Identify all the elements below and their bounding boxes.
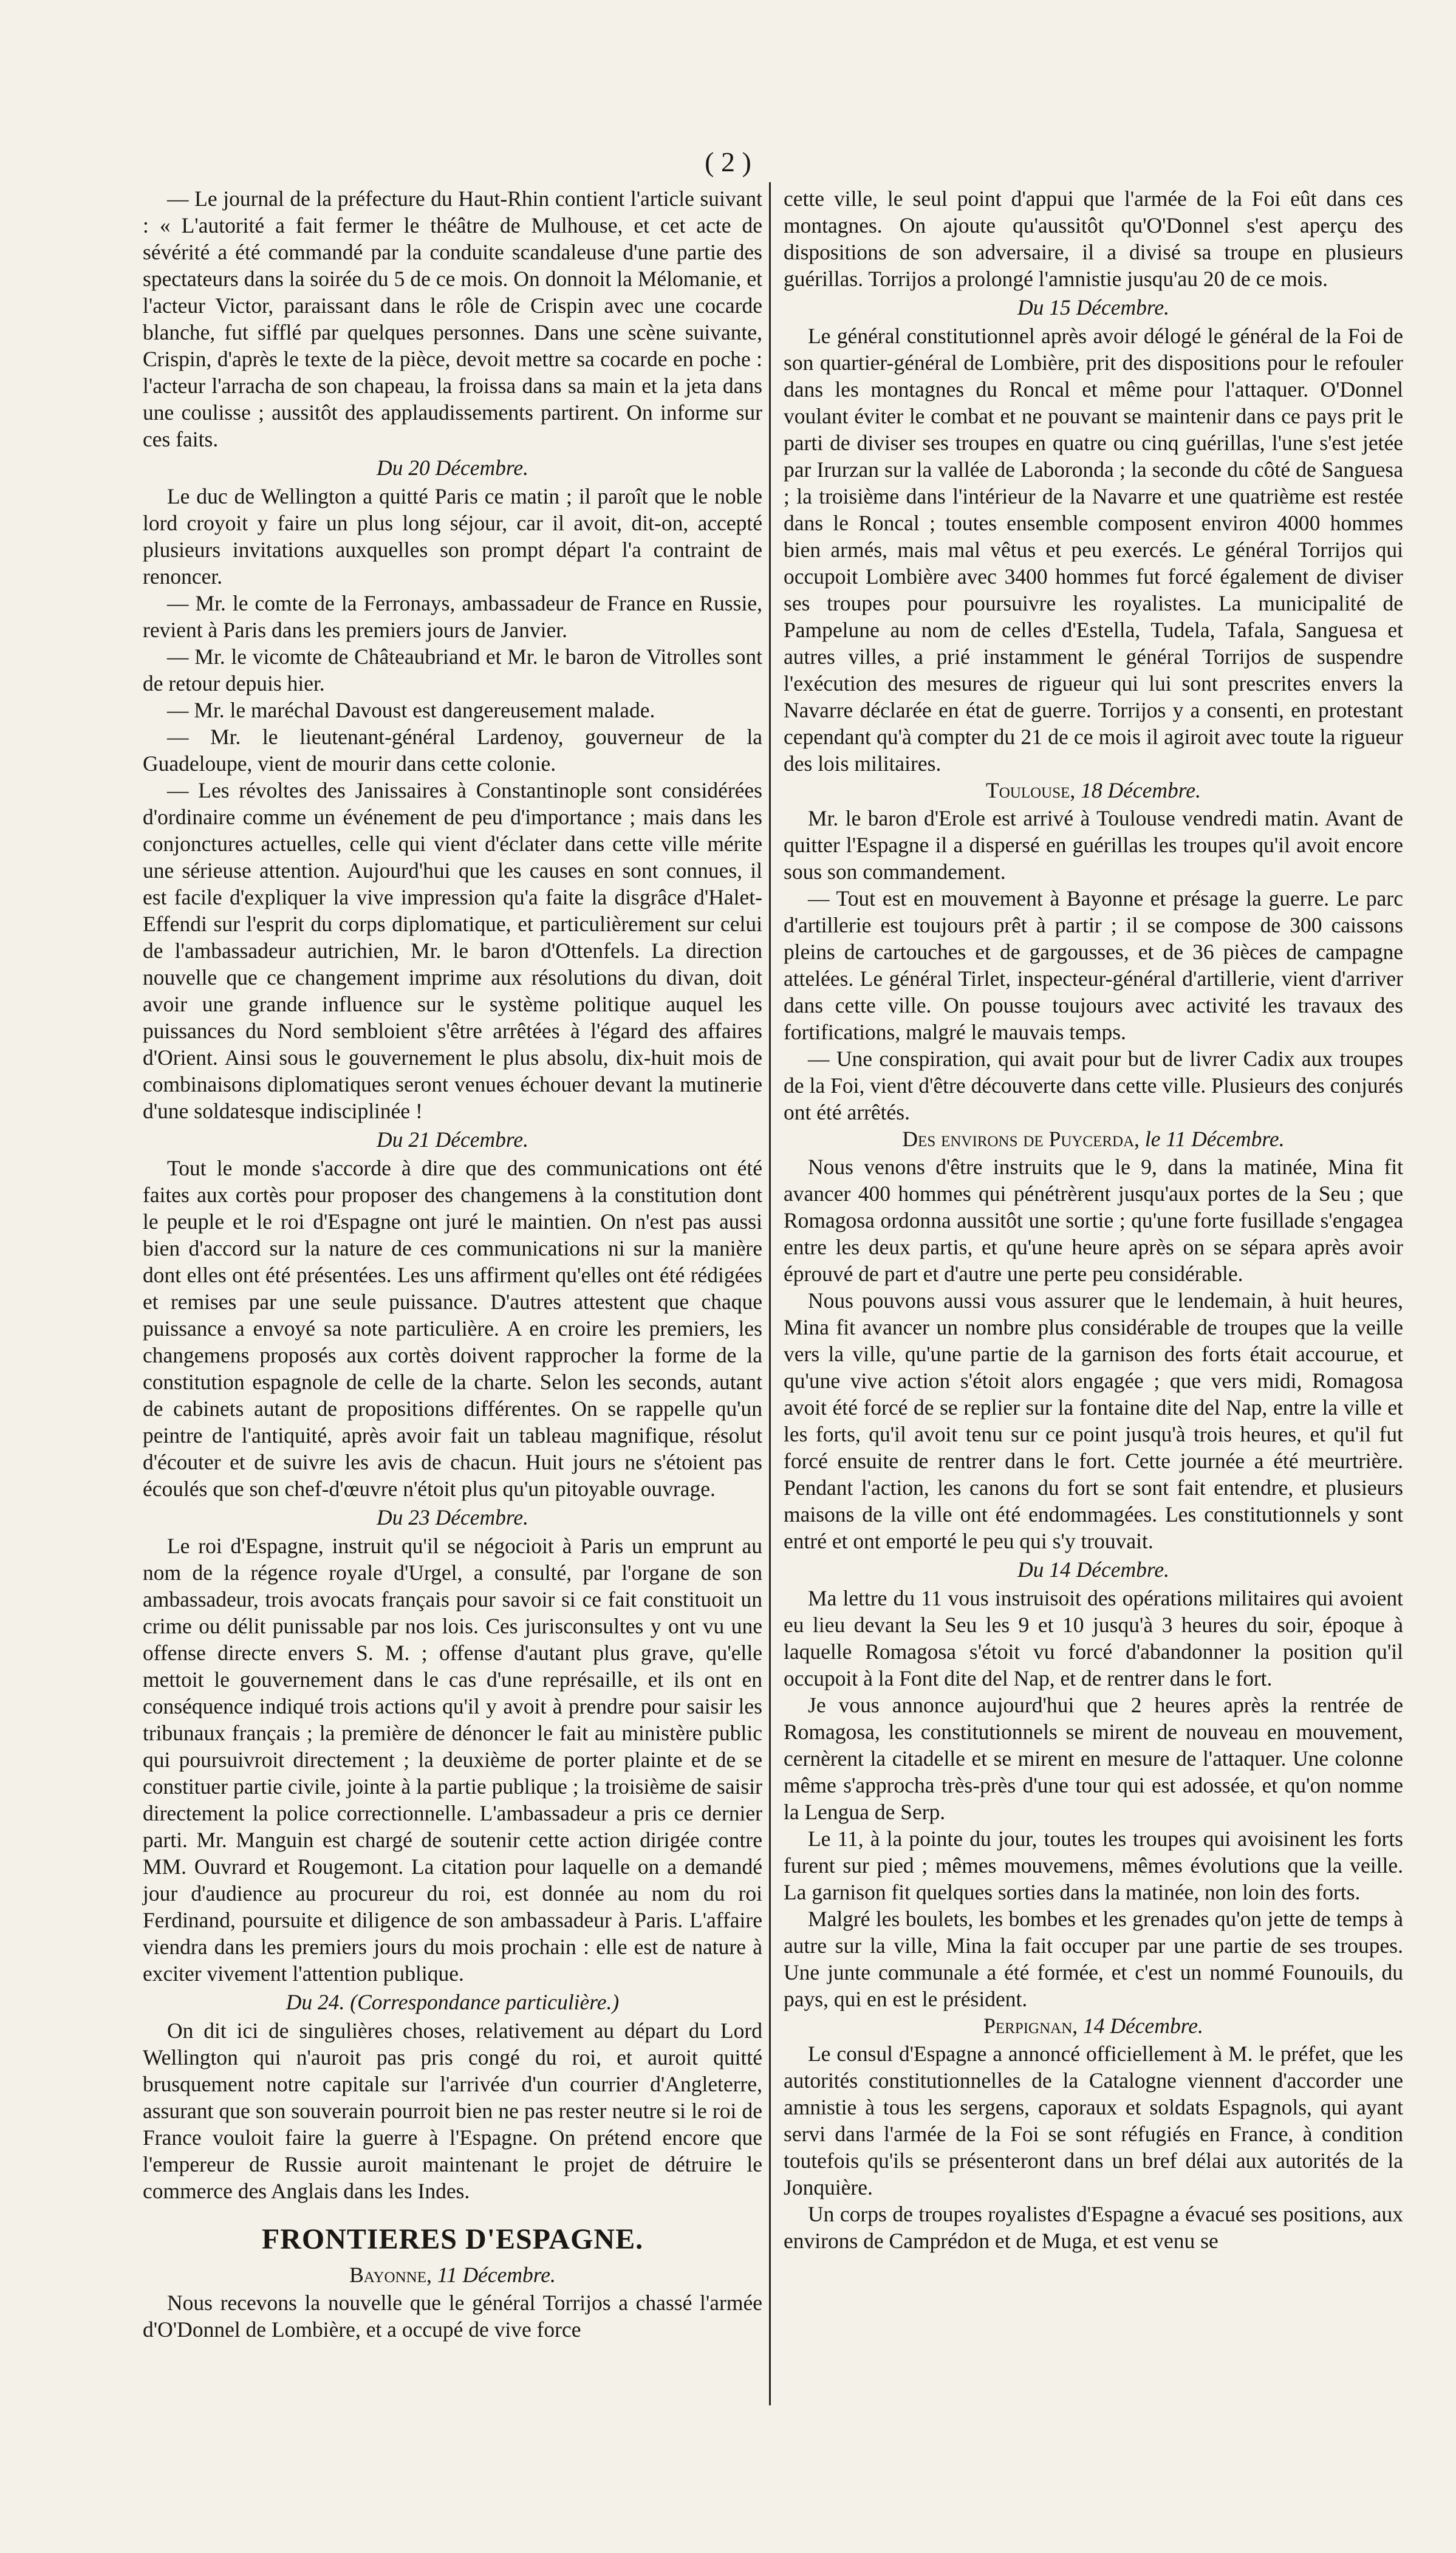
- article-paragraph: On dit ici de singulières choses, relativement au départ du Lord Wellington qui n'auroit pas pris congé du roi, et auroit quitté brusquement notre capitale sur l'arrivée d'un courrier d'Angleterre, assurant que son souverain pourroit bien ne pas rester neutre si le roi de France vouloit faire la guerre à l'Espagne. On prétend encore que l'empereur de Russie auroit maintenant le projet de détruire le commerce des Anglais dans les Indes.: [143, 2018, 762, 2203]
- place-date: 18 Décembre.: [1081, 778, 1201, 802]
- article-paragraph: Le roi d'Espagne, instruit qu'il se négocioit à Paris un emprunt au nom de la régence royale d'Urgel, a consulté, par l'organe de son ambassadeur, trois avocats français pour savoir si ce fait constituoit un crime ou délit punissable par nos lois. Ces jurisconsultes y ont vu une offense directe envers S. M. ; offense d'autant plus grave, qu'elle mettoit le gouvernement dans le cas d'une représaille, et ils ont en conséquence indiqué trois actions qu'il y avoit à prendre pour saisir les tribunaux français ; la première de dénoncer le fait au ministère public qui poursuivroit directement ; la deuxième de porter plainte et de se constituer partie civile, jointe à la partie publique ; la troisième de saisir directement la police correctionnelle. L'ambassadeur a pris ce dernier parti. Mr. Manguin est chargé de soutenir cette action dirigée contre MM. Ouvrard et Rougemont. La citation pour laquelle on a demandé jour d'audience au procureur du roi, est donnée au nom du roi Ferdinand, poursuite et diligence de son ambassadeur à Paris. L'affaire viendra dans les premiers jours du mois prochain : elle est de nature à exciter vivement l'attention publique.: [143, 1534, 762, 1986]
- article-paragraph: Nous venons d'être instruits que le 9, dans la matinée, Mina fit avancer 400 hommes qui pénétrèrent jusqu'aux portes de la Seu ; que Romagosa ordonna aussitôt une sortie ; qu'une forte fusillade s'engagea entre les deux partis, et qu'une heure après on se sépara après avoir éprouvé de part et d'autre une perte peu considérable.: [784, 1155, 1403, 1286]
- place-name: Toulouse,: [986, 778, 1076, 802]
- dateline: Du 15 Décembre.: [1017, 295, 1170, 320]
- article-paragraph: Le général constitutionnel après avoir délogé le général de la Foi de son quartier-général de Lombière, prit des dispositions pour le refouler dans les montagnes du Roncal et même pour l'attaquer. O'Donnel voulant éviter le combat et ne pouvant se maintenir dans ce pays prit le parti de diviser ses troupes en quatre ou cinq guérillas, l'une s'est jetée par Irurzan sur la vallée de Laboronda ; la seconde du côté de Sanguesa ; la troisième dans l'intérieur de la Navarre et une quatrième est restée dans le Roncal ; toutes ensemble composent environ 4000 hommes bien armés, mais mal vêtus et peu exercés. Le général Torrijos qui occupoit Lombière avec 3400 hommes fut forcé également de diviser ses troupes pour poursuivre les royalistes. La municipalité de Pampelune au nom de celles d'Estella, Tudela, Tafala, Sanguesa et autres villes, a prié instamment le général Torrijos de suspendre l'exécution des mesures de rigueur qui lui sont prescrites envers la Navarre déclarée en état de guerre. Torrijos y a consenti, en protestant cependant qu'à compter du 21 de ce mois il agiroit avec toute la rigueur des lois militaires.: [784, 324, 1403, 776]
- article-paragraph: Mr. le baron d'Erole est arrivé à Toulouse vendredi matin. Avant de quitter l'Espagne il a dispersé en guérillas les troupes qu'il avoit encore sous son commandement.: [784, 806, 1403, 884]
- article-paragraph: Nous recevons la nouvelle que le général Torrijos a chassé l'armée d'O'Donnel de Lombière, et a occupé de vive force: [143, 2291, 762, 2342]
- place-name: Perpignan,: [983, 2014, 1078, 2038]
- place-date: le 11 Décembre.: [1144, 1127, 1285, 1151]
- place-date: 11 Décembre.: [437, 2263, 556, 2287]
- dateline: Du 21 Décembre.: [376, 1127, 529, 1152]
- article-paragraph: Le consul d'Espagne a annoncé officiellement à M. le préfet, que les autorités constitutionnelles de la Catalogne viennent d'accorder une amnistie à tous les sergens, caporaux et soldats Espagnols, qui ayant servi dans l'armée de la Foi se sont réfugiés en France, à condition toutefois qu'ils se présenteront dans un bref délai aux autorités de la Jonquière.: [784, 2042, 1403, 2199]
- place-dateline: [143, 2261, 762, 2288]
- left-column: [143, 185, 762, 2343]
- article-paragraph: Je vous annonce aujourd'hui que 2 heures après la rentrée de Romagosa, les constitutionnels se mirent de nouveau en mouvement, cernèrent la citadelle et se mirent en mesure de l'attaquer. Une colonne même s'approcha très-près d'une tour qui est adossée, et qu'on nomme la Lengua de Serp.: [784, 1693, 1403, 1824]
- dateline: Du 14 Décembre.: [1017, 1557, 1170, 1582]
- article-paragraph: Ma lettre du 11 vous instruisoit des opérations militaires qui avoient eu lieu devant la Seu les 9 et 10 jusqu'à 3 heures du soir, époque à laquelle Romagosa s'étoit vu forcé d'abandonner la position qu'il occupoit à la Font dite del Nap, et de rentrer dans le fort.: [784, 1586, 1403, 1690]
- dateline: Du 23 Décembre.: [376, 1505, 529, 1529]
- article-paragraph: Le 11, à la pointe du jour, toutes les troupes qui avoisinent les forts furent sur pied ; mêmes mouvemens, mêmes évolutions que la veille. La garnison fit quelques sorties dans la matinée, non loin des forts.: [784, 1827, 1403, 1904]
- dateline: Du 24. (Correspondance particulière.): [285, 1990, 620, 2014]
- article-paragraph: — Tout est en mouvement à Bayonne et présage la guerre. Le parc d'artillerie est toujours prêt à partir ; il se compose de 300 caissons pleins de cartouches et de gargousses, et de 36 pièces de campagne attelées. Le général Tirlet, inspecteur-général d'artillerie, vient d'arriver dans cette ville. On pousse toujours avec activité les travaux des fortifications, malgré le mauvais temps.: [784, 886, 1403, 1044]
- article-paragraph: — Mr. le lieutenant-général Lardenoy, gouverneur de la Guadeloupe, vient de mourir dans cette colonie.: [143, 725, 762, 776]
- place-dateline: [784, 2012, 1403, 2039]
- article-paragraph: — Mr. le vicomte de Châteaubriand et Mr. le baron de Vitrolles sont de retour depuis hier.: [143, 644, 762, 695]
- place-name: Des environs de Puycerda,: [902, 1127, 1140, 1151]
- place-dateline: [784, 1126, 1403, 1152]
- right-column: [784, 185, 1403, 2254]
- article-paragraph: — Une conspiration, qui avait pour but de livrer Cadix aux troupes de la Foi, vient d'être découverte dans cette ville. Plusieurs des conjurés ont été arrêtés.: [784, 1047, 1403, 1124]
- place-dateline: [784, 777, 1403, 804]
- article-paragraph: — Mr. le comte de la Ferronays, ambassadeur de France en Russie, revient à Paris dans les premiers jours de Janvier.: [143, 591, 762, 642]
- article-paragraph: cette ville, le seul point d'appui que l'armée de la Foi eût dans ces montagnes. On ajoute qu'aussitôt qu'O'Donnel s'est aperçu des dispositions de son adversaire, il a divisé sa troupe en plusieurs guérillas. Torrijos a prolongé l'amnistie jusqu'au 20 de ce mois.: [784, 186, 1403, 291]
- dateline: Du 20 Décembre.: [376, 456, 529, 480]
- place-name: Bayonne,: [349, 2263, 432, 2287]
- article-paragraph: — Les révoltes des Janissaires à Constantinople sont considérées d'ordinaire comme un événement de peu d'importance ; mais dans les conjonctures actuelles, celle qui vient d'éclater dans cette ville mérite une sérieuse attention. Aujourd'hui que les causes en sont connues, il est facile d'expliquer la vive impression qu'a faite la disgrâce d'Halet-Effendi sur l'esprit du corps diplomatique, et particulièrement sur celui de l'ambassadeur autrichien, Mr. le baron d'Ottenfels. La direction nouvelle que ce changement imprime aux résolutions du divan, doit avoir une grande influence sur le système politique auquel les puissances du Nord sembloient s'être arrêtées à l'égard des affaires d'Orient. Ainsi sous le gouvernement le plus absolu, dix-huit mois de combinaisons diplomatiques seront venues échouer devant la mutinerie d'une soldatesque indisciplinée !: [143, 778, 762, 1123]
- article-paragraph: Nous pouvons aussi vous assurer que le lendemain, à huit heures, Mina fit avancer un nombre plus considérable de troupes que la veille vers la ville, qu'une partie de la garnison des forts était accourue, et qu'une vive action s'étoit alors engagée ; que vers midi, Romagosa avoit été forcé de se replier sur la fontaine dite del Nap, entre la ville et les forts, qu'il avoit tenu sur ce point jusqu'à trois heures, et qu'il fut forcé ensuite de rentrer dans le fort. Cette journée a été meurtrière. Pendant l'action, les canons du fort se sont fait entendre, et plusieurs maisons de la ville ont été endommagées. Les constitutionnels y sont entré et ont emporté le peu qui s'y trouvait.: [784, 1288, 1403, 1553]
- article-paragraph: — Mr. le maréchal Davoust est dangereusement malade.: [167, 698, 655, 722]
- article-paragraph: Malgré les boulets, les bombes et les grenades qu'on jette de temps à autre sur la ville, Mina la fait occuper par une partie de ses troupes. Une junte communale a été formée, et c'est un nommé Founouils, du pays, qui en est le président.: [784, 1907, 1403, 2011]
- article-paragraph: Tout le monde s'accorde à dire que des communications ont été faites aux cortès pour proposer des changemens à la constitution dont le peuple et le roi d'Espagne ont juré le maintien. On n'est pas aussi bien d'accord sur la nature de ces communications ni sur la manière dont elles ont été présentées. Les uns affirment qu'elles ont été rédigées et remises par une seule puissance. D'autres attestent que chaque puissance a envoyé sa note particulière. A en croire les premiers, les changemens proposés aux cortès doivent rapprocher la forme de la constitution espagnole de celle de la charte. Selon les seconds, autant de cabinets autant de propositions différentes. On se rappelle qu'un peintre de l'antiquité, après avoir fait un tableau magnifique, résolut d'écouter et de suivre les avis de chacun. Huit jours ne s'étoient pas écoulés que son chef-d'œuvre n'étoit plus qu'un pitoyable ouvrage.: [143, 1156, 762, 1501]
- article-paragraph: — Le journal de la préfecture du Haut-Rhin contient l'article suivant : « L'autorité a fait fermer le théâtre de Mulhouse, et cet acte de sévérité a été commandé par la conduite scandaleuse d'une partie des spectateurs dans la soirée du 5 de ce mois. On donnoit la Mélomanie, et l'acteur Victor, paraissant dans le rôle de Crispin avec une cocarde blanche, fut sifflé par quelques personnes. Dans une scène suivante, Crispin, d'après le texte de la pièce, devoit mettre sa cocarde en poche : l'acteur l'arracha de son chapeau, la froissa dans sa main et la jeta dans une coulisse ; aussitôt des applaudissements partirent. On informe sur ces faits.: [143, 186, 762, 451]
- article-paragraph: Le duc de Wellington a quitté Paris ce matin ; il paroît que le noble lord croyoit y faire un plus long séjour, car il avoit, dit-on, accepté plusieurs invitations auxquelles son prompt départ l'a contraint de renoncer.: [143, 484, 762, 589]
- page-number: ( 2 ): [705, 146, 751, 177]
- place-date: 14 Décembre.: [1083, 2014, 1203, 2038]
- column-divider: [769, 182, 771, 2405]
- article-paragraph: Un corps de troupes royalistes d'Espagne a évacué ses positions, aux environs de Camprédon et de Muga, et est venu se: [784, 2202, 1403, 2253]
- section-heading: FRONTIERES D'ESPAGNE.: [261, 2223, 644, 2255]
